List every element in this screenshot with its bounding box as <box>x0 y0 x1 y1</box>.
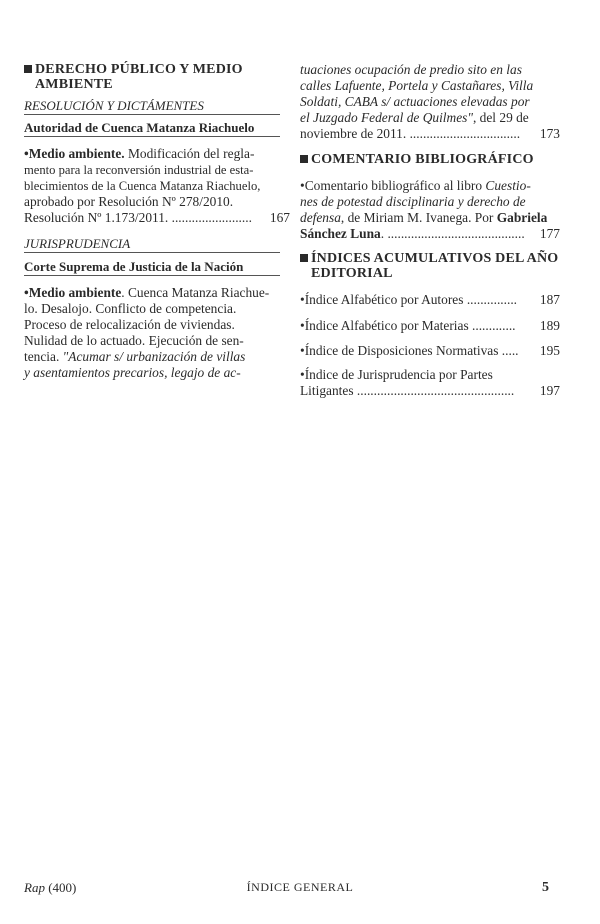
page-number: 197 <box>539 383 560 398</box>
index-entry-autores[interactable]: •Índice Alfabético por Autores ............... 187 <box>300 292 560 307</box>
section-heading-derecho-publico: DERECHO PÚBLICO Y MEDIO AMBIENTE <box>24 62 280 92</box>
page-number: 187 <box>539 292 560 307</box>
section-heading-comentario: COMENTARIO BIBLIOGRÁFICO <box>300 152 560 167</box>
page-number: 177 <box>539 226 560 241</box>
index-entry-disposiciones[interactable]: •Índice de Disposiciones Normativas ..... 195 <box>300 343 560 358</box>
entry-continuation[interactable]: tuaciones ocupación de predio sito en las calles Lafuente, Portela y Castañares, Villa Soldati, CABA s/ actuaciones elevadas por el Juzgado Federal de Quilmes", del 29 de noviembre de 2011. ................................. 173 <box>300 62 560 141</box>
subsection-jurisprudencia: JURISPRUDENCIA <box>24 237 280 253</box>
square-bullet-icon <box>24 65 32 73</box>
section-heading-indices: ÍNDICES ACUMULATIVOS DEL AÑO EDITORIAL <box>300 251 560 281</box>
entity-corte-suprema: Corte Suprema de Justicia de la Nación <box>24 260 280 276</box>
page-number: 195 <box>539 343 560 358</box>
square-bullet-icon <box>300 254 308 262</box>
page-number: 189 <box>539 318 560 333</box>
entry-medio-ambiente-1[interactable]: •Medio ambiente. Modificación del regla- mento para la reconversión industrial de esta- blecimientos de la Cuenca Matanza Riachuelo, aprobado por Resolución Nº 278/2010. Resolución Nº 1.173/2011. ........................ 167 <box>24 146 290 225</box>
footer-publication: Rap (400) <box>24 880 77 895</box>
square-bullet-icon <box>300 155 308 163</box>
footer-title: ÍNDICE GENERAL <box>246 880 354 894</box>
entry-medio-ambiente-2[interactable]: •Medio ambiente. Cuenca Matanza Riachue- lo. Desalojo. Conflicto de competencia. Proceso de relocalización de viviendas. Nulidad de lo actuado. Ejecución de sen- tencia. "Acumar s/ urbanización de villas y asentamientos precarios, legajo de ac- <box>24 285 270 380</box>
page-number: 167 <box>269 210 290 225</box>
page-number: 173 <box>539 126 560 141</box>
footer-page-number: 5 <box>542 880 549 895</box>
subsection-resoluciones: RESOLUCIÓN Y DICTÁMENTES <box>24 99 280 115</box>
index-entry-materias[interactable]: •Índice Alfabético por Materias ............. 189 <box>300 318 560 333</box>
entry-comentario-bibliografico[interactable]: •Comentario bibliográfico al libro Cuestio- nes de potestad disciplinaria y derecho de defensa, de Miriam M. Ivanega. Por Gabriela Sánchez Luna. ......................................... 177 <box>300 178 560 241</box>
index-entry-jurisprudencia[interactable]: •Índice de Jurisprudencia por Partes Litigantes ............................................... 197 <box>300 367 560 398</box>
entity-autoridad-cuenca: Autoridad de Cuenca Matanza Riachuelo <box>24 121 280 137</box>
